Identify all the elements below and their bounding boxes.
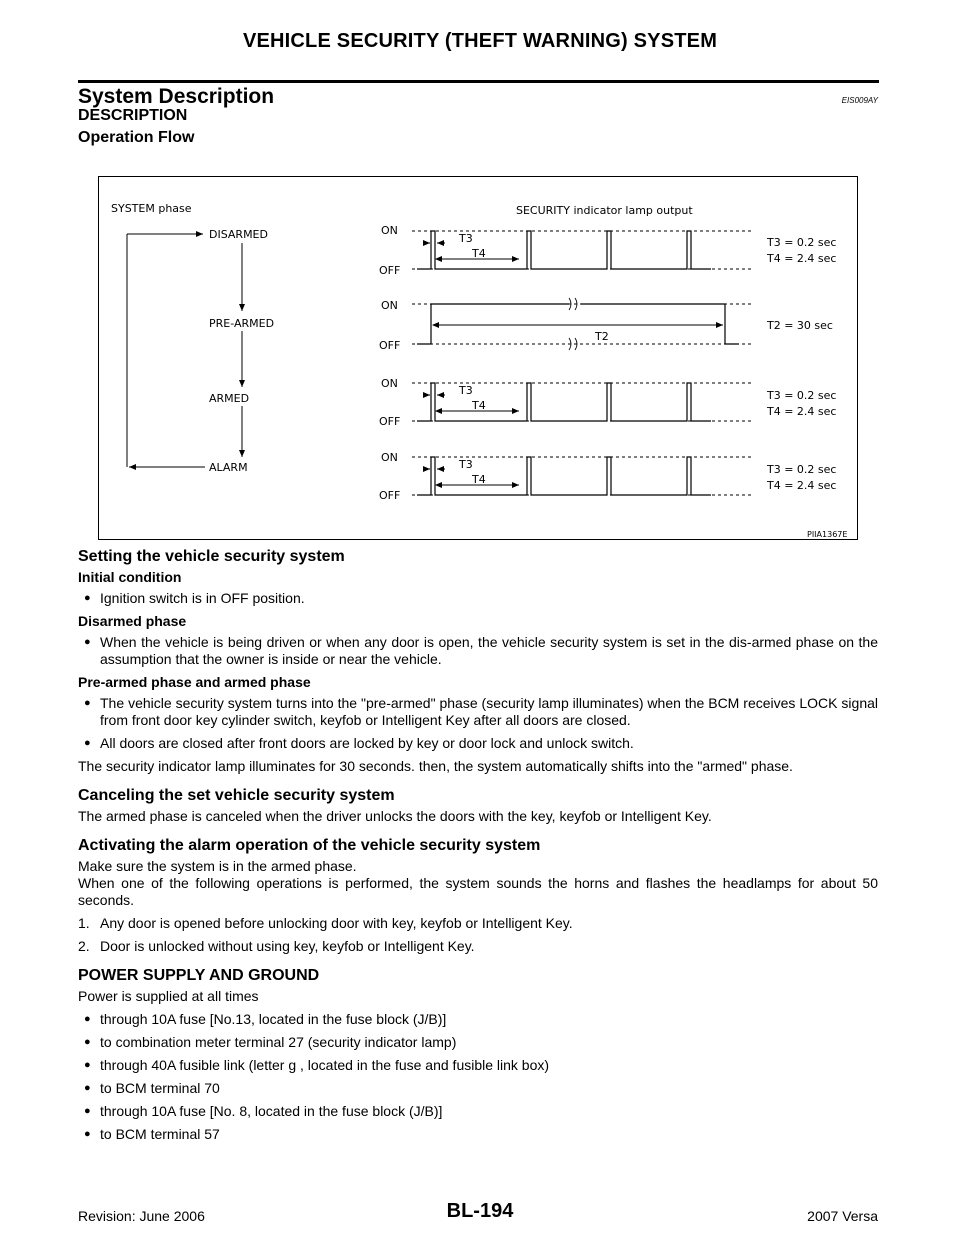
row2-on-label: ON xyxy=(381,299,398,312)
row1-t4-timing: T4 = 2.4 sec xyxy=(767,252,837,265)
phase-flow-arrows xyxy=(127,234,242,467)
row2-t2-timing: T2 = 30 sec xyxy=(767,319,833,332)
activating-heading: Activating the alarm operation of the vehicle security system xyxy=(78,837,541,854)
list-item: 1. Any door is opened before unlocking door with key, keyfob or Intelligent Key. xyxy=(78,915,573,931)
row1-t3-timing: T3 = 0.2 sec xyxy=(767,236,837,249)
list-item: ● to BCM terminal 57 xyxy=(84,1126,220,1142)
row4-off-label: OFF xyxy=(379,489,401,502)
list-item: ● to BCM terminal 70 xyxy=(84,1080,220,1096)
power-intro: Power is supplied at all times xyxy=(78,988,259,1004)
row4-t4-label: T4 xyxy=(472,473,486,486)
list-item: ● When the vehicle is being driven or when any door is open, the vehicle security system is set in the dis-armed phase on the assumption that the owner is inside or near the vehicle. xyxy=(84,634,878,667)
row3-off-label: OFF xyxy=(379,415,401,428)
operation-flow-heading: Operation Flow xyxy=(78,129,195,146)
canceling-paragraph: The armed phase is canceled when the driver unlocks the doors with the key, keyfob or Intelligent Key. xyxy=(78,808,712,824)
operation-flow-diagram xyxy=(98,176,858,540)
disarmed-phase-heading: Disarmed phase xyxy=(78,613,187,629)
lamp-output-label: SECURITY indicator lamp output xyxy=(516,204,693,217)
bullet-icon: ● xyxy=(84,636,91,648)
row2-t2-label: T2 xyxy=(595,330,609,343)
section-title: System Description xyxy=(78,85,275,108)
power-list xyxy=(78,1011,878,1143)
footer-model: 2007 Versa xyxy=(807,1208,878,1224)
figure-id: PIIA1367E xyxy=(807,530,848,539)
system-phase-label: SYSTEM phase xyxy=(111,202,192,215)
bullet-icon: ● xyxy=(84,1128,91,1140)
row1-off-label: OFF xyxy=(379,264,401,277)
list-item: ● The vehicle security system turns into the "pre-armed" phase (security lamp illuminates) when the BCM receives LOCK signal from front door key cylinder switch, keyfob or Intelligent Key after all doors are closed. xyxy=(84,695,878,728)
list-item: 2. Door is unlocked without using key, keyfob or Intelligent Key. xyxy=(78,938,475,954)
row1-t4-label: T4 xyxy=(472,247,486,260)
list-item: ● to combination meter terminal 27 (security indicator lamp) xyxy=(84,1034,457,1050)
list-item: ● through 10A fuse [No.13, located in the fuse block (J/B)] xyxy=(84,1011,447,1027)
section-code: EIS009AY xyxy=(841,96,878,105)
bullet-icon: ● xyxy=(84,1013,91,1025)
row4-t3-label: T3 xyxy=(459,458,473,471)
bullet-icon: ● xyxy=(84,1059,91,1071)
header-rule xyxy=(78,80,879,83)
row4-t4-timing: T4 = 2.4 sec xyxy=(767,479,837,492)
prearmed-phase-heading: Pre-armed phase and armed phase xyxy=(78,674,311,690)
prearmed-paragraph: The security indicator lamp illuminates for 30 seconds. then, the system automatically shifts into the "armed" phase. xyxy=(78,758,793,774)
bullet-icon: ● xyxy=(84,697,91,709)
phase-prearmed: PRE-ARMED xyxy=(209,317,275,330)
row2-off-label: OFF xyxy=(379,339,401,352)
row3-t3-label: T3 xyxy=(459,384,473,397)
activating-paragraph-1: Make sure the system is in the armed phase. xyxy=(78,858,357,874)
setting-heading: Setting the vehicle security system xyxy=(78,548,345,565)
footer-revision: Revision: June 2006 xyxy=(78,1208,205,1224)
list-item: ● All doors are closed after front doors are locked by key or door lock and unlock switch. xyxy=(84,735,634,751)
row3-t3-timing: T3 = 0.2 sec xyxy=(767,389,837,402)
description-heading: DESCRIPTION xyxy=(78,107,188,124)
initial-condition-heading: Initial condition xyxy=(78,569,182,585)
row3-on-label: ON xyxy=(381,377,398,390)
row3-t4-timing: T4 = 2.4 sec xyxy=(767,405,837,418)
bullet-icon: ● xyxy=(84,1036,91,1048)
phase-alarm: ALARM xyxy=(209,461,248,474)
row1-t3-label: T3 xyxy=(459,232,473,245)
activating-paragraph-2: When one of the following operations is performed, the system sounds the horns and flashes the headlamps for about 50 seconds. xyxy=(78,875,878,908)
main-content xyxy=(78,548,878,1149)
list-item: ● through 10A fuse [No. 8, located in the fuse block (J/B)] xyxy=(84,1103,443,1119)
list-item: ● through 40A fusible link (letter g , located in the fuse and fusible link box) xyxy=(84,1057,550,1073)
bullet-icon: ● xyxy=(84,592,91,604)
bullet-icon: ● xyxy=(84,737,91,749)
page-header-title: VEHICLE SECURITY (THEFT WARNING) SYSTEM xyxy=(242,30,718,52)
list-item: ● Ignition switch is in OFF position. xyxy=(84,590,305,606)
row4-on-label: ON xyxy=(381,451,398,464)
row2-waveform xyxy=(412,298,751,350)
phase-armed: ARMED xyxy=(209,392,250,405)
phase-disarmed: DISARMED xyxy=(209,228,268,241)
row3-t4-label: T4 xyxy=(472,399,486,412)
bullet-icon: ● xyxy=(84,1082,91,1094)
power-supply-heading: POWER SUPPLY AND GROUND xyxy=(78,967,320,984)
canceling-heading: Canceling the set vehicle security system xyxy=(78,787,395,804)
row1-on-label: ON xyxy=(381,224,398,237)
bullet-icon: ● xyxy=(84,1105,91,1117)
row4-t3-timing: T3 = 0.2 sec xyxy=(767,463,837,476)
timing-diagram-svg xyxy=(99,177,859,541)
footer-page-number: BL-194 xyxy=(446,1200,514,1222)
